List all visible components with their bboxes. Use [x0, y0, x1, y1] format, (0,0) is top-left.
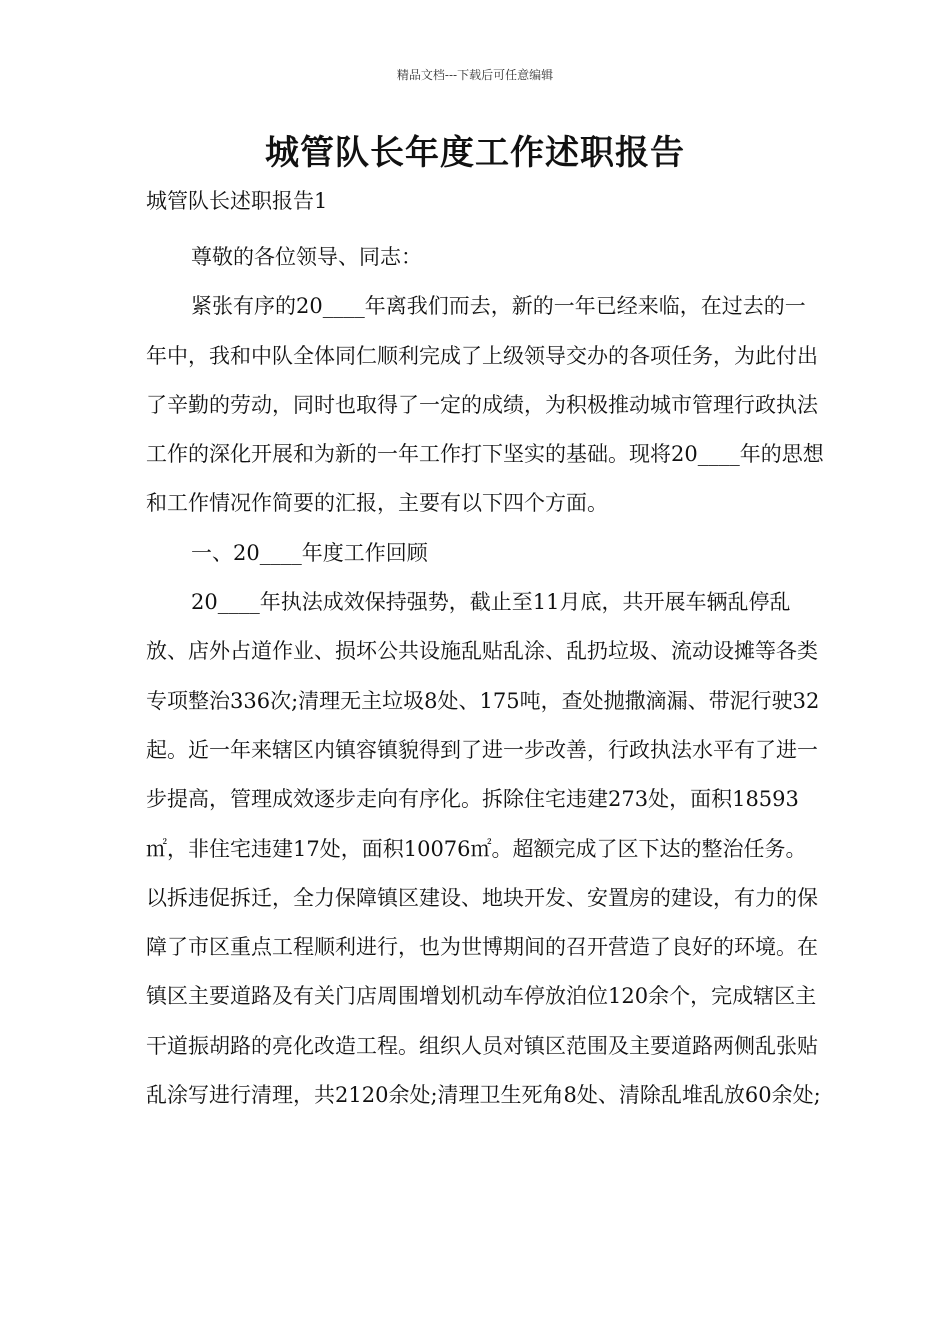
document-subtitle: 城管队长述职报告1 [146, 189, 328, 213]
salutation-paragraph: 尊敬的各位领导、同志： [191, 245, 422, 269]
section-heading: 一、20____年度工作回顾 [191, 540, 428, 565]
running-header: 精品文档---下载后可任意编辑 [396, 68, 554, 82]
work-review-paragraph: 20____年执法成效保持强势，截止至11月底，共开展车辆乱停乱放、店外占道作业、损坏公共设施乱贴乱涂、乱扔垃圾、流动设摊等各类专项整治336次;清理无主垃圾8处、175吨，查处抛撒滴漏、带泥行驶32起。近一年来辖区内镇容镇貌得到了进一步改善，行政执法水平有了进一步提高，管理成效逐步走向有序化。拆除住宅违建273处，面积18593㎡，非住宅违建17处，面积10076㎡。超额完成了区下达的整治任务。以拆违促拆迁，全力保障镇区建设、地块开发、安置房的建设，有力的保障了市区重点工程顺利进行，也为世博期间的召开营造了良好的环境。在镇区主要道路及有关门店周围增划机动车停放泊位120余个，完成辖区主干道振胡路的亮化改造工程。组织人员对镇区范围及主要道路两侧乱张贴乱涂写进行清理，共2120余处;清理卫生死角8处、清除乱堆乱放60余处; [146, 590, 821, 1108]
intro-paragraph: 紧张有序的20____年离我们而去，新的一年已经来临，在过去的一年中，我和中队全体同仁顺利完成了上级领导交办的各项任务，为此付出了辛勤的劳动，同时也取得了一定的成绩，为积极推动城市管理行政执法工作的深化开展和为新的一年工作打下坚实的基础。现将20____年的思想和工作情况作简要的汇报，主要有以下四个方面。 [146, 294, 824, 516]
document-title: 城管队长年度工作述职报告 [265, 133, 685, 173]
document-body [146, 233, 826, 1120]
